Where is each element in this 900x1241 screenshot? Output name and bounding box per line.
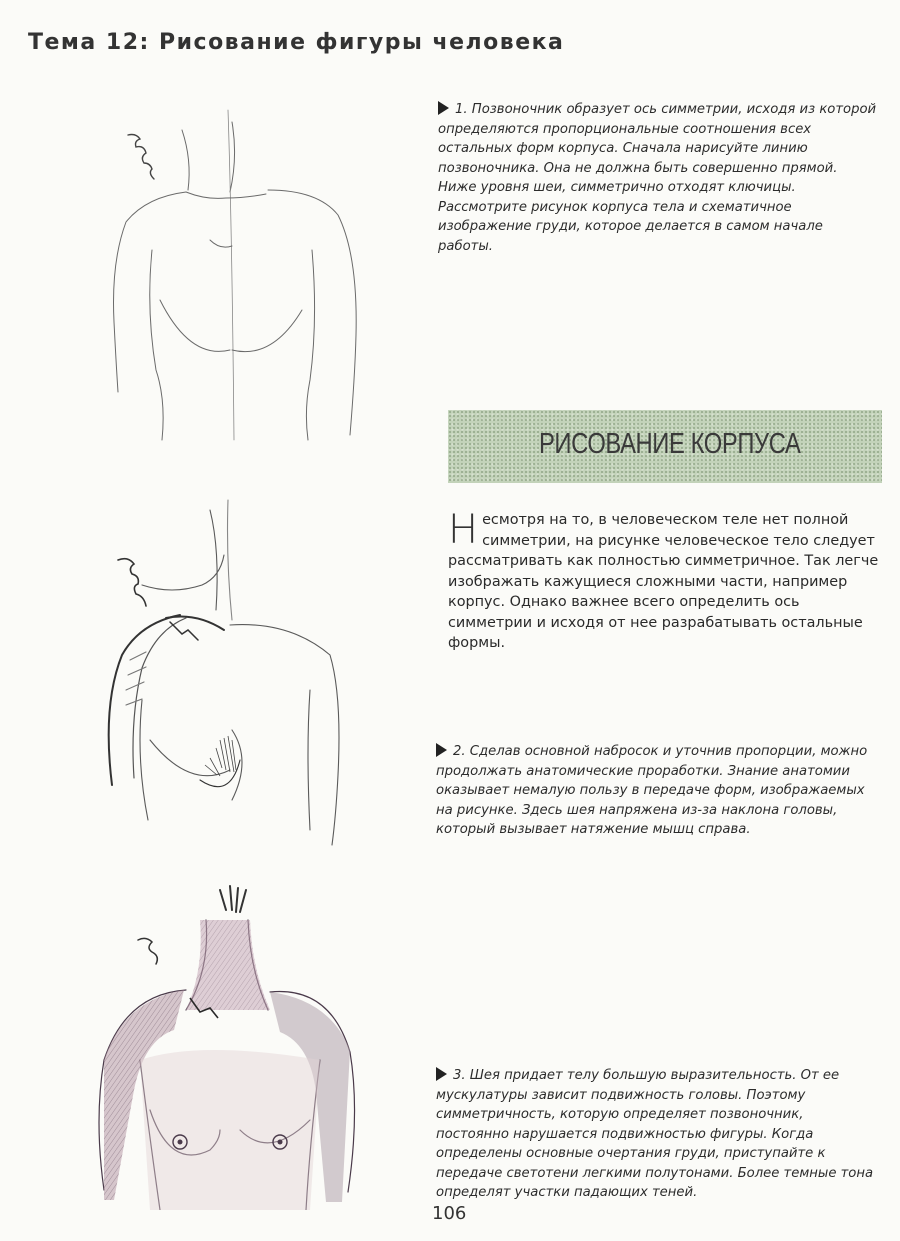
caption-text: Позвоночник образует ось симметрии, исходя из которой определяются пропорциональные соотношения всех остальных форм корпуса. Сначала нарисуйте линию позвоночника. Она не должна быть совершенно прямой. Ниже уровня шеи, симметрично отходят ключицы. Рассмотрите рисунок корпуса тела и схематичное изображение груди, которое делается в самом начале работы.	[438, 102, 877, 254]
caption-step-2	[436, 742, 876, 840]
caption-number: 1.	[455, 102, 468, 117]
caption-number: 2.	[453, 744, 466, 759]
drop-cap: Н	[448, 507, 479, 553]
intro-text: есмотря на то, в человеческом теле нет полной симметрии, на рисунке человеческое тело следует рассматривать как полностью симметричное. Так легче изображать кажущиеся сложными части, например корпус. Однако важнее всего определить ось симметрии и исходя от нее разрабатывать остальные формы.	[448, 512, 879, 651]
page-number: 106	[432, 1203, 467, 1224]
torso-sketch-step-3	[80, 880, 380, 1210]
caption-step-1	[438, 100, 878, 256]
caption-text: Сделав основной набросок и уточнив пропорции, можно продолжать анатомические проработки. Знание анатомии оказывает немалую пользу в передаче форм, изображаемых на рисунке. Здесь шея напряжена из-за наклона головы, который вызывает натяжение мышц справа.	[436, 744, 868, 837]
section-title: РИСОВАНИЕ КОРПУСА	[538, 428, 801, 460]
torso-sketch-step-1	[100, 100, 380, 450]
caption-number: 3.	[453, 1068, 466, 1083]
torso-sketch-step-2	[70, 490, 370, 850]
triangle-bullet-icon	[436, 1067, 447, 1081]
chapter-title: Тема 12: Рисование фигуры человека	[28, 30, 565, 55]
caption-text: Шея придает телу большую выразительность. От ее мускулатуры зависит подвижность головы. Поэтому симметричность, которую определяет позвоночник, постоянно нарушается подвижностью фигуры. Когда определены основные очертания груди, приступайте к передаче светотени легкими полутонами. Более темные тона определят участки падающих теней.	[436, 1068, 874, 1200]
intro-paragraph	[448, 507, 882, 654]
caption-step-3	[436, 1066, 878, 1203]
triangle-bullet-icon	[436, 743, 447, 757]
triangle-bullet-icon	[438, 101, 449, 115]
section-banner	[448, 410, 882, 483]
